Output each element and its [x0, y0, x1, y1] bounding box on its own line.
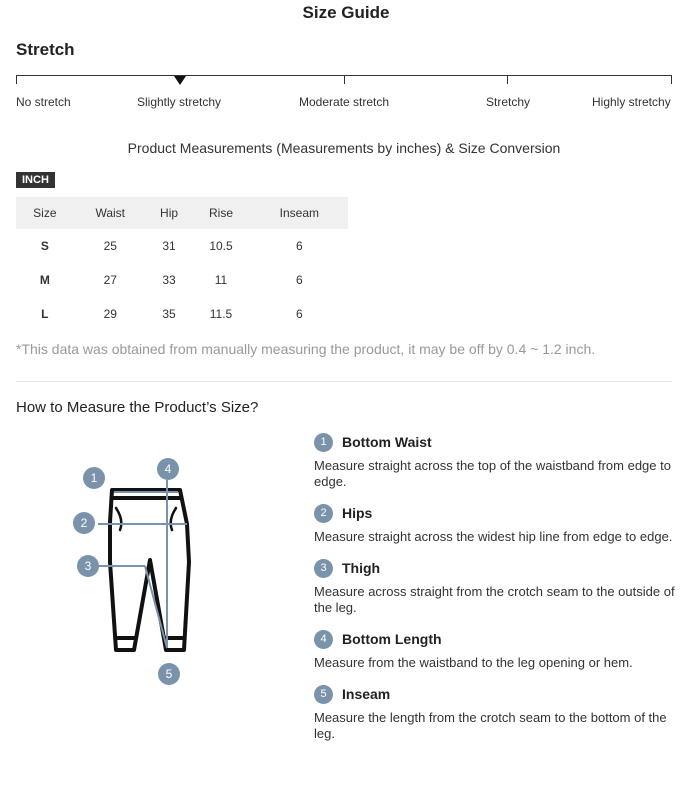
column-header: Waist — [74, 197, 147, 229]
measurements-heading: Product Measurements (Measurements by inches) & Size Conversion — [127, 140, 561, 156]
step-inseam — [314, 683, 676, 742]
stretch-label-moderate: Moderate stretch — [299, 95, 390, 109]
step-header — [314, 431, 676, 453]
table-cell: 6 — [295, 273, 303, 287]
step-title: Thigh — [342, 560, 381, 576]
callout-3: 3 — [77, 555, 99, 577]
pants-diagram — [70, 452, 200, 692]
table-cell: 27 — [103, 273, 117, 287]
step-title: Bottom Waist — [342, 434, 432, 450]
table-row — [16, 263, 348, 297]
column-header: Inseam — [251, 197, 348, 229]
step-number: 5 — [314, 685, 333, 704]
callout-2: 2 — [73, 512, 95, 534]
measure-steps — [314, 431, 676, 754]
size-cell: M — [39, 273, 50, 287]
step-title: Inseam — [342, 686, 391, 702]
table-header-row — [16, 197, 348, 229]
table-cell: 29 — [103, 307, 117, 321]
step-number: 2 — [314, 504, 333, 523]
step-description: Measure across straight from the crotch seam to the outside of the leg. — [314, 584, 675, 615]
table-row — [16, 229, 348, 263]
step-title: Bottom Length — [342, 631, 442, 647]
step-header — [314, 557, 676, 579]
callout-5: 5 — [158, 663, 180, 685]
step-description: Measure the length from the crotch seam to the bottom of the leg. — [314, 710, 667, 741]
stretch-tick — [507, 75, 508, 84]
stretch-label-slightly: Slightly stretchy — [137, 95, 222, 109]
step-description: Measure straight across the top of the waistband from edge to edge. — [314, 458, 671, 489]
stretch-label-stretchy: Stretchy — [486, 95, 531, 109]
step-number: 1 — [314, 433, 333, 452]
stretch-section-title: Stretch — [16, 40, 75, 59]
unit-badge: INCH — [16, 172, 55, 188]
size-cell: S — [40, 239, 49, 253]
table-cell: 6 — [295, 239, 303, 253]
step-number: 3 — [314, 559, 333, 578]
step-header — [314, 628, 676, 650]
step-header — [314, 683, 676, 705]
section-divider — [16, 381, 672, 382]
step-title: Hips — [342, 505, 373, 521]
stretch-tick — [671, 75, 672, 84]
step-bottom-length — [314, 628, 676, 671]
page-title: Size Guide — [302, 3, 390, 22]
stretch-tick — [16, 75, 17, 84]
step-description: Measure straight across the widest hip line from edge to edge. — [314, 529, 673, 544]
stretch-scale — [16, 75, 672, 115]
table-cell: 10.5 — [209, 239, 233, 253]
table-cell: 35 — [162, 307, 176, 321]
table-cell: 11.5 — [209, 307, 233, 321]
table-cell: 33 — [162, 273, 176, 287]
howto-title: How to Measure the Product’s Size? — [16, 399, 259, 416]
step-thigh — [314, 557, 676, 616]
stretch-selected-marker — [174, 76, 186, 85]
size-cell: L — [41, 307, 49, 321]
step-number: 4 — [314, 630, 333, 649]
stretch-label-none: No stretch — [16, 95, 71, 109]
step-description: Measure from the waistband to the leg opening or hem. — [314, 655, 633, 670]
table-cell: 11 — [214, 273, 228, 287]
step-hips — [314, 502, 676, 545]
table-cell: 31 — [162, 239, 176, 253]
column-header: Size — [16, 197, 74, 229]
table-cell: 6 — [295, 307, 303, 321]
column-header: Hip — [147, 197, 192, 229]
size-table — [16, 197, 348, 331]
step-bottom-waist — [314, 431, 676, 490]
table-row — [16, 297, 348, 331]
stretch-tick — [344, 75, 345, 84]
measurement-disclaimer: *This data was obtained from manually measuring the product, it may be off by 0.4 ~ 1.2 inch. — [16, 341, 596, 357]
column-header: Rise — [191, 197, 250, 229]
callout-1: 1 — [83, 467, 105, 489]
callout-4: 4 — [157, 458, 179, 480]
step-header — [314, 502, 676, 524]
table-cell: 25 — [103, 239, 117, 253]
stretch-label-highly: Highly stretchy — [592, 95, 671, 109]
